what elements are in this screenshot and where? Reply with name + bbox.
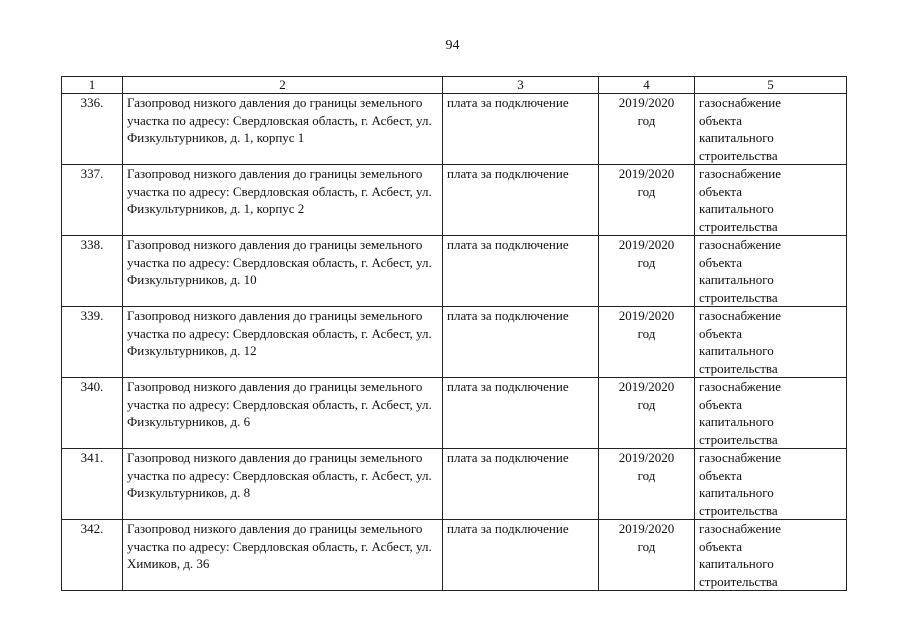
table-row [62,307,847,378]
period-cell [599,236,695,307]
object-description: Газопровод низкого давления до границы земельного участка по адресу: Свердловская область, г. Асбест, ул. Физкультурников, д. 6 [123,378,443,449]
period-unit: год [637,467,656,483]
table-row [62,378,847,449]
investment-table [61,76,847,591]
fee-type: плата за подключение [443,520,599,591]
header-row [62,77,847,94]
purpose-line: строительства [699,573,778,589]
header-col-1: 1 [62,77,123,94]
row-number: 341. [62,449,123,520]
purpose-line: объекта [699,183,743,199]
purpose-line: объекта [699,112,743,128]
purpose-cell [695,378,847,449]
row-number: 337. [62,165,123,236]
purpose-cell [695,94,847,165]
purpose-line: объекта [699,325,743,341]
page-number: 94 [445,38,460,53]
object-description: Газопровод низкого давления до границы земельного участка по адресу: Свердловская область, г. Асбест, ул. Физкультурников, д. 1, корпус 2 [123,165,443,236]
period-unit: год [637,325,656,341]
table-row [62,449,847,520]
purpose-line: капитального [699,485,774,500]
period-years: 2019/2020 [618,237,675,252]
purpose-line: объекта [699,254,743,270]
period-cell [599,307,695,378]
object-description: Газопровод низкого давления до границы земельного участка по адресу: Свердловская область, г. Асбест, ул. Физкультурников, д. 1, корпус 1 [123,94,443,165]
purpose-line: капитального [699,343,774,358]
fee-type: плата за подключение [443,236,599,307]
row-number: 338. [62,236,123,307]
row-number: 342. [62,520,123,591]
period-unit: год [637,538,656,554]
purpose-line: строительства [699,360,778,376]
purpose-line: строительства [699,147,778,163]
object-description: Газопровод низкого давления до границы земельного участка по адресу: Свердловская область, г. Асбест, ул. Физкультурников, д. 12 [123,307,443,378]
period-cell [599,378,695,449]
fee-type: плата за подключение [443,378,599,449]
purpose-line: строительства [699,218,778,234]
purpose-line: строительства [699,502,778,518]
purpose-line: капитального [699,414,774,429]
period-cell [599,520,695,591]
fee-type: плата за подключение [443,449,599,520]
period-years: 2019/2020 [618,379,675,394]
header-col-3: 3 [443,77,599,94]
purpose-line: капитального [699,130,774,145]
purpose-cell [695,520,847,591]
purpose-line: газоснабжение [699,450,782,465]
purpose-line: объекта [699,538,743,554]
purpose-cell [695,449,847,520]
header-col-2: 2 [123,77,443,94]
purpose-line: газоснабжение [699,379,782,394]
period-cell [599,165,695,236]
period-unit: год [637,183,656,199]
period-unit: год [637,396,656,412]
period-years: 2019/2020 [618,166,675,181]
period-years: 2019/2020 [618,521,675,536]
purpose-line: капитального [699,272,774,287]
table-row [62,236,847,307]
purpose-line: газоснабжение [699,237,782,252]
table-header [62,77,847,94]
table-row [62,94,847,165]
period-years: 2019/2020 [618,95,675,110]
purpose-line: строительства [699,431,778,447]
table-body [62,94,847,591]
purpose-line: газоснабжение [699,166,782,181]
purpose-line: объекта [699,467,743,483]
header-col-4: 4 [599,77,695,94]
period-cell [599,449,695,520]
purpose-line: капитального [699,556,774,571]
fee-type: плата за подключение [443,94,599,165]
purpose-line: газоснабжение [699,308,782,323]
row-number: 340. [62,378,123,449]
object-description: Газопровод низкого давления до границы земельного участка по адресу: Свердловская область, г. Асбест, ул. Химиков, д. 36 [123,520,443,591]
period-unit: год [637,112,656,128]
period-cell [599,94,695,165]
purpose-line: газоснабжение [699,95,782,110]
table-row [62,520,847,591]
period-unit: год [637,254,656,270]
purpose-cell [695,165,847,236]
header-col-5: 5 [695,77,847,94]
purpose-line: газоснабжение [699,521,782,536]
period-years: 2019/2020 [618,308,675,323]
purpose-cell [695,236,847,307]
fee-type: плата за подключение [443,165,599,236]
purpose-cell [695,307,847,378]
object-description: Газопровод низкого давления до границы земельного участка по адресу: Свердловская область, г. Асбест, ул. Физкультурников, д. 8 [123,449,443,520]
row-number: 336. [62,94,123,165]
table-row [62,165,847,236]
period-years: 2019/2020 [618,450,675,465]
purpose-line: строительства [699,289,778,305]
purpose-line: капитального [699,201,774,216]
object-description: Газопровод низкого давления до границы земельного участка по адресу: Свердловская область, г. Асбест, ул. Физкультурников, д. 10 [123,236,443,307]
row-number: 339. [62,307,123,378]
purpose-line: объекта [699,396,743,412]
fee-type: плата за подключение [443,307,599,378]
